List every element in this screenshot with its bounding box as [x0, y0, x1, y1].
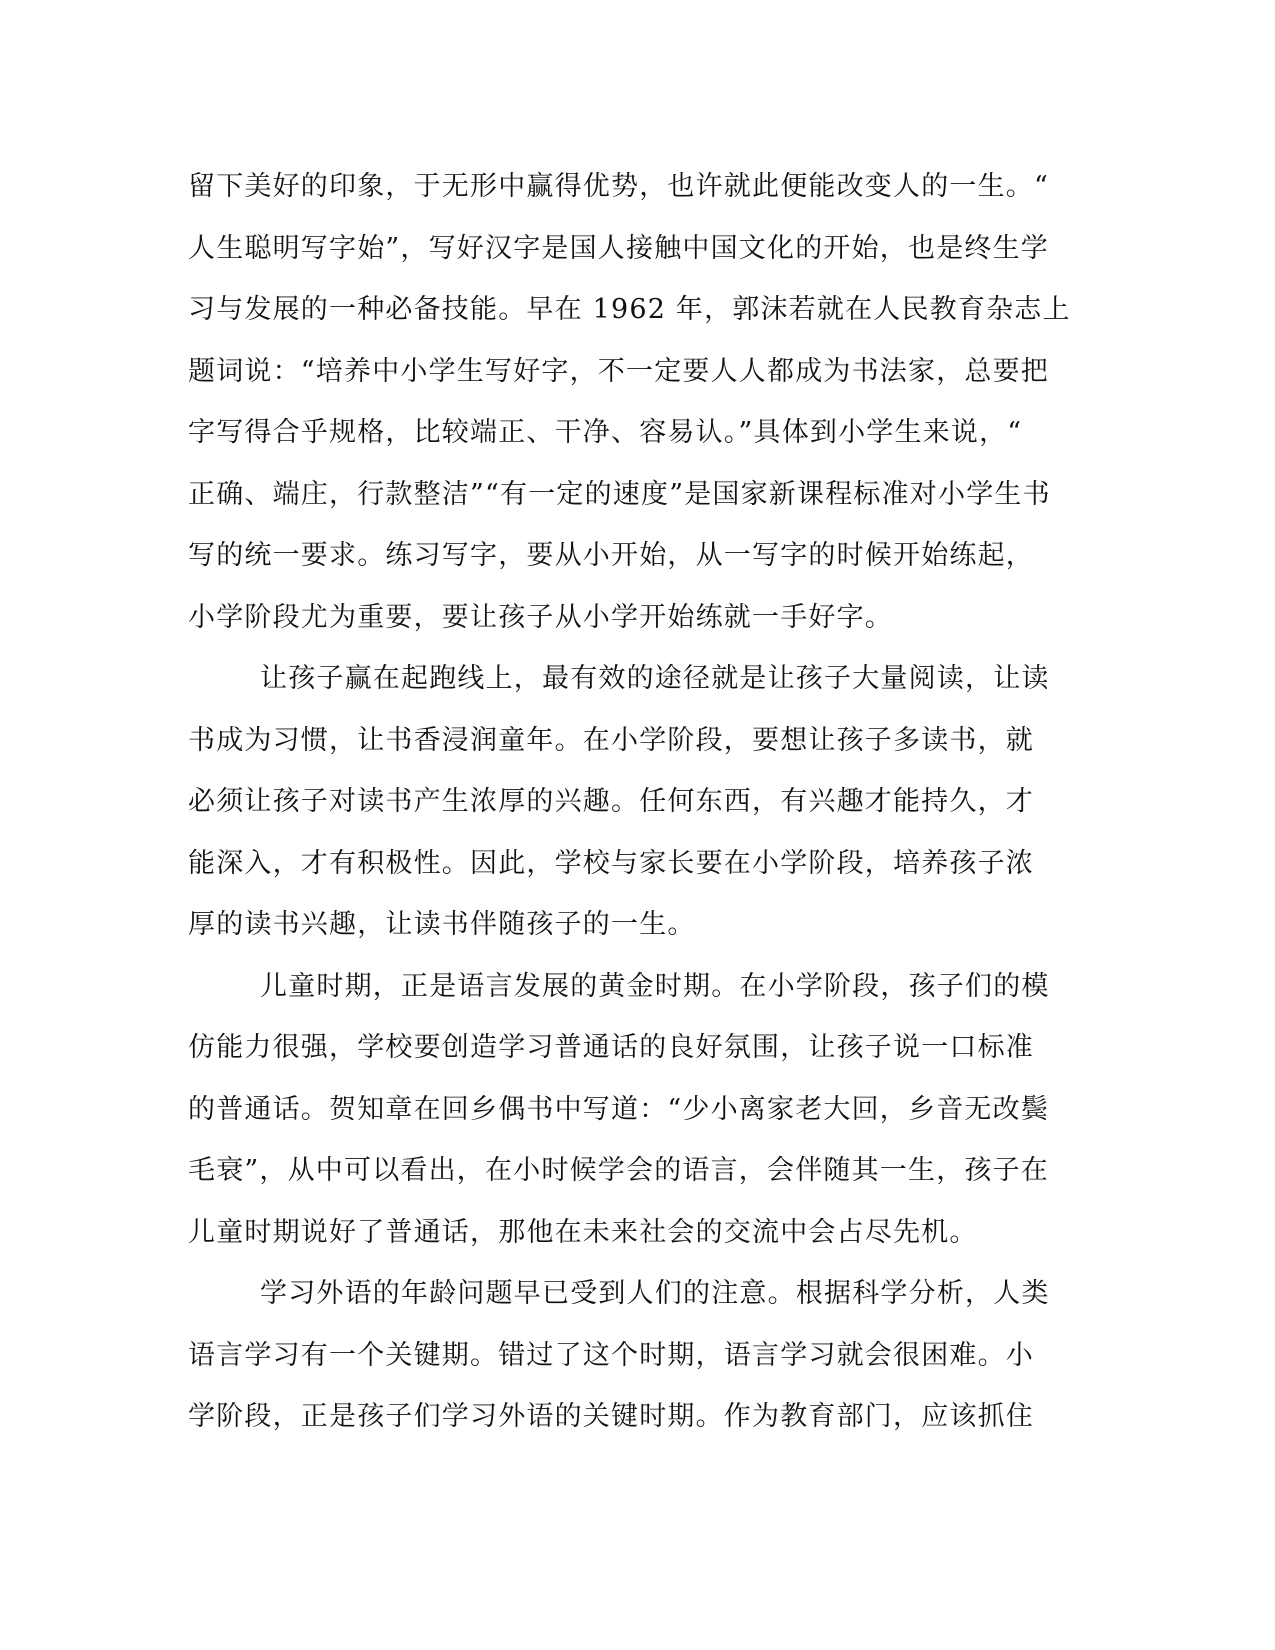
text-line: 人生聪明写字始”，写好汉字是国人接触中国文化的开始，也是终生学 — [188, 232, 1050, 264]
text-line: 正确、端庄，行款整洁”“有一定的速度”是国家新课程标准对小学生书 — [188, 478, 1051, 510]
text-line: 留下美好的印象，于无形中赢得优势，也许就此便能改变人的一生。“ — [188, 171, 1050, 202]
text-line: 学阶段，正是孩子们学习外语的关键时期。作为教育部门，应该抓住 — [188, 1401, 1034, 1432]
text-line: 厚的读书兴趣，让读书伴随孩子的一生。 — [188, 909, 696, 940]
paragraph-mandarin — [188, 956, 1088, 1264]
document-body — [188, 156, 1088, 1448]
text-line: 毛衰”，从中可以看出，在小时候学会的语言，会伴随其一生，孩子在 — [188, 1155, 1050, 1186]
text-line: 儿童时期，正是语言发展的黄金时期。在小学阶段，孩子们的模 — [260, 970, 1050, 1002]
text-line: 书成为习惯，让书香浸润童年。在小学阶段，要想让孩子多读书，就 — [188, 724, 1034, 756]
text-line: 必须让孩子对读书产生浓厚的兴趣。任何东西，有兴趣才能持久，才 — [188, 786, 1034, 817]
text-line: 仿能力很强，学校要创造学习普通话的良好氛围，让孩子说一口标准 — [188, 1032, 1034, 1063]
text-line: 学习外语的年龄问题早已受到人们的注意。根据科学分析，人类 — [260, 1278, 1050, 1309]
text-line: 能深入，才有积极性。因此，学校与家长要在小学阶段，培养孩子浓 — [188, 847, 1034, 879]
text-line: 题词说：“培养中小学生写好字，不一定要人人都成为书法家，总要把 — [188, 355, 1050, 387]
text-line: 语言学习有一个关键期。错过了这个时期，语言学习就会很困难。小 — [188, 1339, 1034, 1371]
text-line: 儿童时期说好了普通话，那他在未来社会的交流中会占尽先机。 — [188, 1216, 978, 1248]
text-line: 的普通话。贺知章在回乡偶书中写道：“少小离家老大回，乡音无改鬓 — [188, 1093, 1050, 1125]
text-line: 让孩子赢在起跑线上，最有效的途径就是让孩子大量阅读，让读 — [260, 663, 1050, 694]
text-line: 字写得合乎规格，比较端正、干净、容易认。”具体到小学生来说，“ — [188, 417, 1023, 448]
text-line: 习与发展的一种必备技能。早在 1962 年，郭沫若就在人民教育杂志上 — [188, 294, 1071, 325]
paragraph-reading — [188, 648, 1088, 956]
paragraph-handwriting — [188, 156, 1088, 648]
text-line: 写的统一要求。练习写字，要从小开始，从一写字的时候开始练起， — [188, 540, 1034, 571]
text-line: 小学阶段尤为重要，要让孩子从小学开始练就一手好字。 — [188, 601, 893, 633]
paragraph-foreign-language — [188, 1263, 1088, 1448]
